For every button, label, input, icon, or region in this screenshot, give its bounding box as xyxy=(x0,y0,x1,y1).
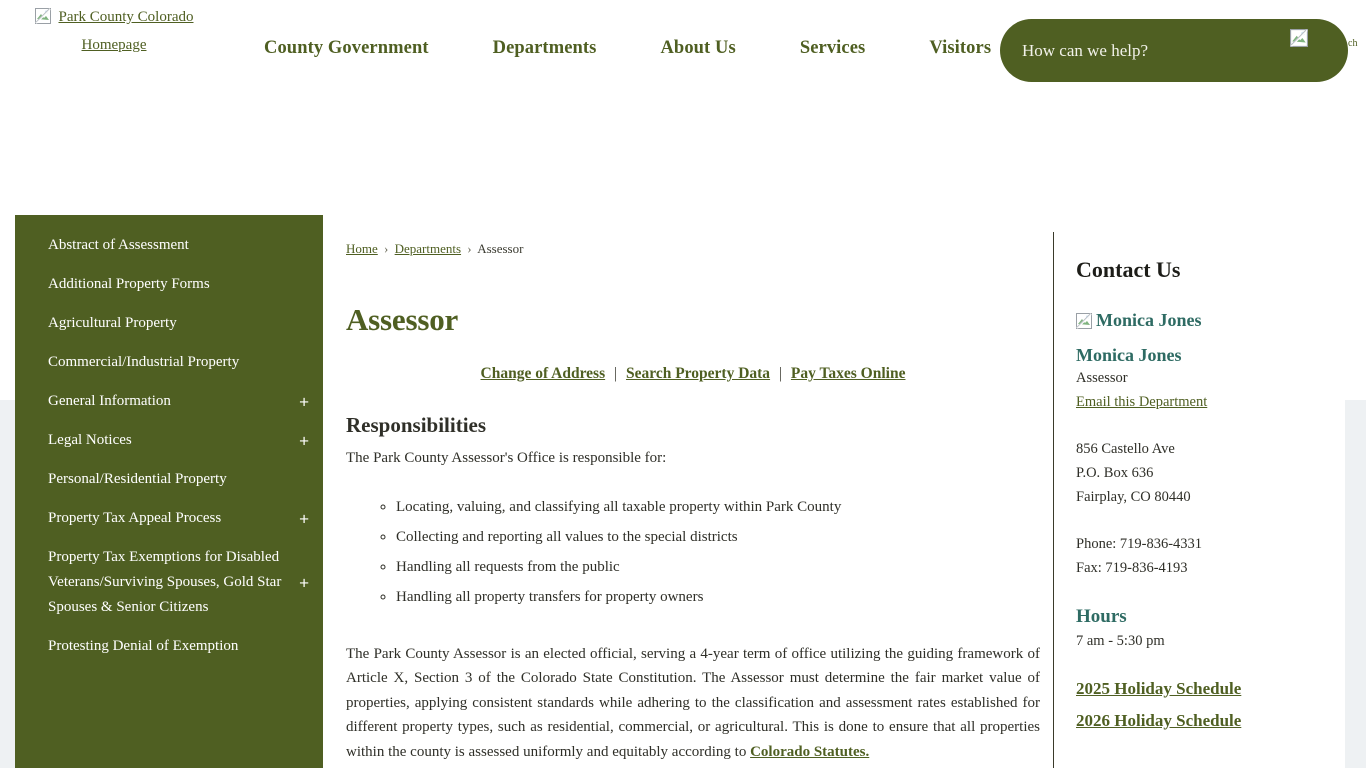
colorado-statutes-link[interactable]: Colorado Statutes. xyxy=(750,743,870,760)
nav-item-about-us[interactable]: About Us xyxy=(660,38,736,58)
search-input[interactable] xyxy=(1000,19,1278,82)
sidebar-item-agricultural-property[interactable] xyxy=(15,304,323,343)
expand-plus-icon[interactable]: + xyxy=(299,573,309,592)
quick-link-change-of-address[interactable]: Change of Address xyxy=(480,365,606,382)
responsibilities-intro: The Park County Assessor's Office is responsible for: xyxy=(346,450,667,466)
quick-links-row xyxy=(346,365,1040,383)
holiday-schedule-links xyxy=(1076,673,1346,737)
sidebar-item-label: General Information xyxy=(48,393,171,409)
assessor-description-paragraph xyxy=(346,642,1040,764)
main-content xyxy=(346,215,1040,768)
expand-plus-icon[interactable]: + xyxy=(299,392,309,411)
sidebar-item-general-information[interactable] xyxy=(15,382,323,421)
sidebar-item-label: Protesting Denial of Exemption xyxy=(48,638,239,654)
list-item: ◦ Handling all property transfers for property owners xyxy=(396,582,1040,612)
contact-name: Monica Jones xyxy=(1076,345,1182,365)
nav-item-departments[interactable]: Departments xyxy=(492,38,597,58)
quick-link-separator: | xyxy=(778,365,783,382)
page-gutter-left xyxy=(0,400,15,768)
breadcrumb xyxy=(346,215,1040,257)
contact-photo xyxy=(1076,309,1346,331)
sidebar-item-protesting-denial-of-exemption[interactable] xyxy=(15,627,323,666)
address-line: Fairplay, CO 80440 xyxy=(1076,489,1191,505)
sidebar-item-label: Legal Notices xyxy=(48,432,132,448)
site-header xyxy=(0,0,1366,205)
sidebar-item-label: Additional Property Forms xyxy=(48,276,210,292)
responsibilities-heading: Responsibilities xyxy=(346,413,487,437)
quick-link-search-property-data[interactable]: Search Property Data xyxy=(625,365,771,382)
sidebar-item-label: Property Tax Exemptions for Disabled Veterans/Surviving Spouses, Gold Star Spouses & Senior Citizens xyxy=(48,549,282,615)
sidebar-item-label: Abstract of Assessment xyxy=(48,237,189,253)
assessor-description-text: The Park County Assessor is an elected official, serving a 4-year term of office utilizing the guiding framework of Article X, Section 3 of the Colorado State Constitution. The Assessor must determine the fair market value of properties, applying consistent standards while adhering to the classification and assessment rates established for different property types, such as residential, commercial, or agricultural. This is done to ensure that all properties within the county is assessed uniformly and equitably according to xyxy=(346,646,1040,760)
main-navigation xyxy=(232,38,1023,59)
search-icon[interactable] xyxy=(1290,29,1308,47)
fax-number: Fax: 719-836-4193 xyxy=(1076,560,1188,576)
hours-value: 7 am - 5:30 pm xyxy=(1076,633,1165,649)
contact-title: Assessor xyxy=(1076,370,1128,386)
department-sidebar-menu xyxy=(15,215,323,768)
page-gutter-right xyxy=(1345,400,1366,768)
breadcrumb-separator-icon: › xyxy=(384,241,389,256)
quick-link-separator: | xyxy=(614,365,618,382)
broken-image-icon xyxy=(1076,313,1092,329)
sidebar-item-property-tax-appeal-process[interactable] xyxy=(15,499,323,538)
quick-link-pay-taxes-online[interactable]: Pay Taxes Online xyxy=(790,365,906,382)
page-title: Assessor xyxy=(346,302,459,337)
broken-image-icon xyxy=(35,8,51,24)
address-line: 856 Castello Ave xyxy=(1076,441,1175,457)
holiday-schedule-2026-link[interactable]: 2026 Holiday Schedule xyxy=(1076,711,1242,730)
contact-us-heading: Contact Us xyxy=(1076,257,1181,282)
list-item: ◦ Handling all requests from the public xyxy=(396,552,1040,582)
contact-us-panel xyxy=(1076,232,1346,768)
sidebar-item-label: Agricultural Property xyxy=(48,315,177,331)
contact-address xyxy=(1076,437,1346,509)
search-trailing-glyph: ch xyxy=(1348,38,1358,49)
sidebar-item-additional-property-forms[interactable] xyxy=(15,265,323,304)
responsibilities-list xyxy=(346,492,1040,612)
sidebar-item-legal-notices[interactable] xyxy=(15,421,323,460)
content-divider xyxy=(1053,232,1054,768)
breadcrumb-link-home[interactable]: Home xyxy=(346,241,378,256)
breadcrumb-current: Assessor xyxy=(477,241,524,256)
expand-plus-icon[interactable]: + xyxy=(299,509,309,528)
contact-phone-block xyxy=(1076,532,1346,580)
site-logo-link[interactable] xyxy=(14,3,214,59)
sidebar-item-commercial-industrial-property[interactable] xyxy=(15,343,323,382)
list-item: ◦ Locating, valuing, and classifying all taxable property within Park County xyxy=(396,492,1040,522)
sidebar-item-label: Property Tax Appeal Process xyxy=(48,510,222,526)
phone-number: Phone: 719-836-4331 xyxy=(1076,536,1203,552)
email-department-link[interactable]: Email this Department xyxy=(1076,394,1208,410)
sidebar-item-label: Personal/Residential Property xyxy=(48,471,227,487)
nav-item-county-government[interactable]: County Government xyxy=(264,38,429,58)
sidebar-item-property-tax-exemptions[interactable] xyxy=(15,538,323,627)
breadcrumb-separator-icon: › xyxy=(467,241,472,256)
nav-item-visitors[interactable]: Visitors xyxy=(929,38,992,58)
nav-item-services[interactable]: Services xyxy=(799,38,866,58)
hours-heading: Hours xyxy=(1076,606,1127,627)
address-line: P.O. Box 636 xyxy=(1076,465,1154,481)
breadcrumb-link-departments[interactable]: Departments xyxy=(394,241,462,256)
sidebar-item-label: Commercial/Industrial Property xyxy=(48,354,240,370)
sidebar-item-abstract-of-assessment[interactable] xyxy=(15,226,323,265)
contact-photo-alt-text: Monica Jones xyxy=(1096,310,1202,330)
site-logo-alt-text: Park County Colorado Homepage xyxy=(58,9,194,53)
list-item: ◦ Collecting and reporting all values to the special districts xyxy=(396,522,1040,552)
sidebar-item-personal-residential-property[interactable] xyxy=(15,460,323,499)
expand-plus-icon[interactable]: + xyxy=(299,431,309,450)
site-search-bar[interactable] xyxy=(1000,19,1358,82)
holiday-schedule-2025-link[interactable]: 2025 Holiday Schedule xyxy=(1076,679,1242,698)
